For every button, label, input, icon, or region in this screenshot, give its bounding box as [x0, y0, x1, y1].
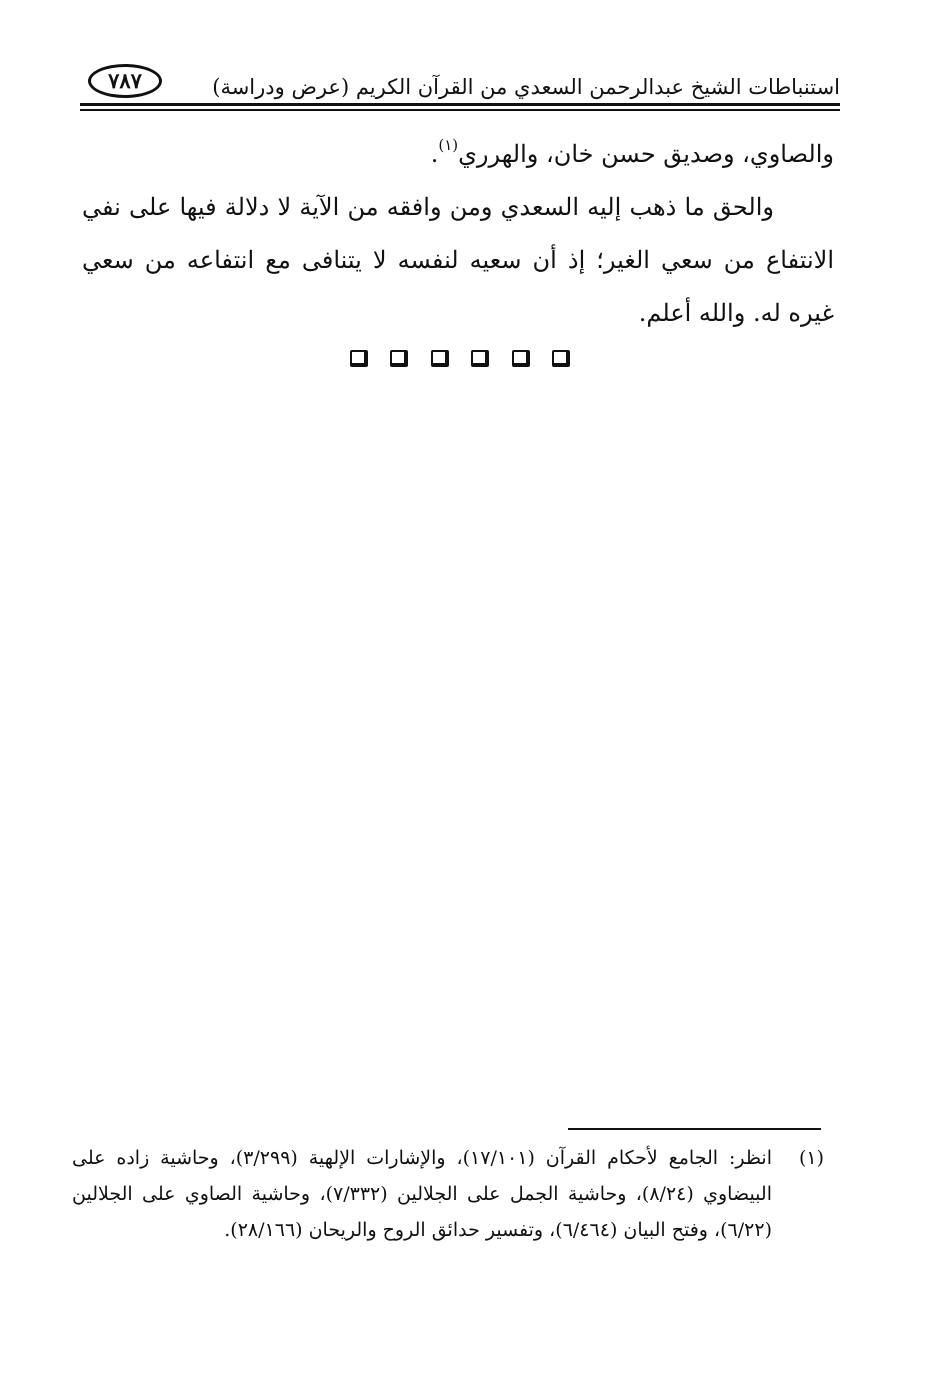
header-rule-thin: [80, 109, 840, 111]
footnote-rule: [568, 1128, 821, 1130]
page-header: [80, 56, 840, 108]
footnote-number: (١): [798, 1147, 824, 1169]
separator-box-icon: [512, 350, 530, 367]
separator-box-icon: [390, 350, 408, 367]
running-title: استنباطات الشيخ عبدالرحمن السعدي من القرآن الكريم (عرض ودراسة): [212, 75, 840, 99]
main-text: [82, 128, 834, 340]
paragraph-1-text: والصاوي، وصديق حسن خان، والهرري: [458, 140, 834, 168]
footnotes: [72, 1140, 824, 1248]
paragraph-1: [82, 128, 834, 181]
footnote-reference: (١): [438, 136, 459, 154]
separator-box-icon: [350, 350, 368, 367]
separator-box-icon: [431, 350, 449, 367]
page-number-badge: ٧٨٧: [88, 64, 162, 98]
separator-box-icon: [471, 350, 489, 367]
section-separator: [350, 350, 570, 374]
separator-box-icon: [552, 350, 570, 367]
header-rule-thick: [80, 103, 840, 106]
footnote-text: انظر: الجامع لأحكام القرآن (١٧/١٠١)، والإشارات الإلهية (٣/٢٩٩)، وحاشية زاده على البيضاوي (٨/٢٤)، وحاشية الجمل على الجلالين (٧/٣٣٢)، وحاشية الصاوي على الجلالين (٦/٢٢)، وفتح البيان (٦/٤٦٤)، وتفسير حدائق الروح والريحان (٢٨/١٦٦).: [72, 1147, 773, 1241]
paragraph-1-end: .: [430, 140, 439, 168]
footnote-1: [72, 1140, 824, 1248]
paragraph-2: والحق ما ذهب إليه السعدي ومن وافقه من الآية لا دلالة فيها على نفي الانتفاع من سعي الغير؛ إذ أن سعيه لنفسه لا يتنافى مع انتفاعه من سعي غيره له. والله أعلم.: [82, 193, 834, 327]
